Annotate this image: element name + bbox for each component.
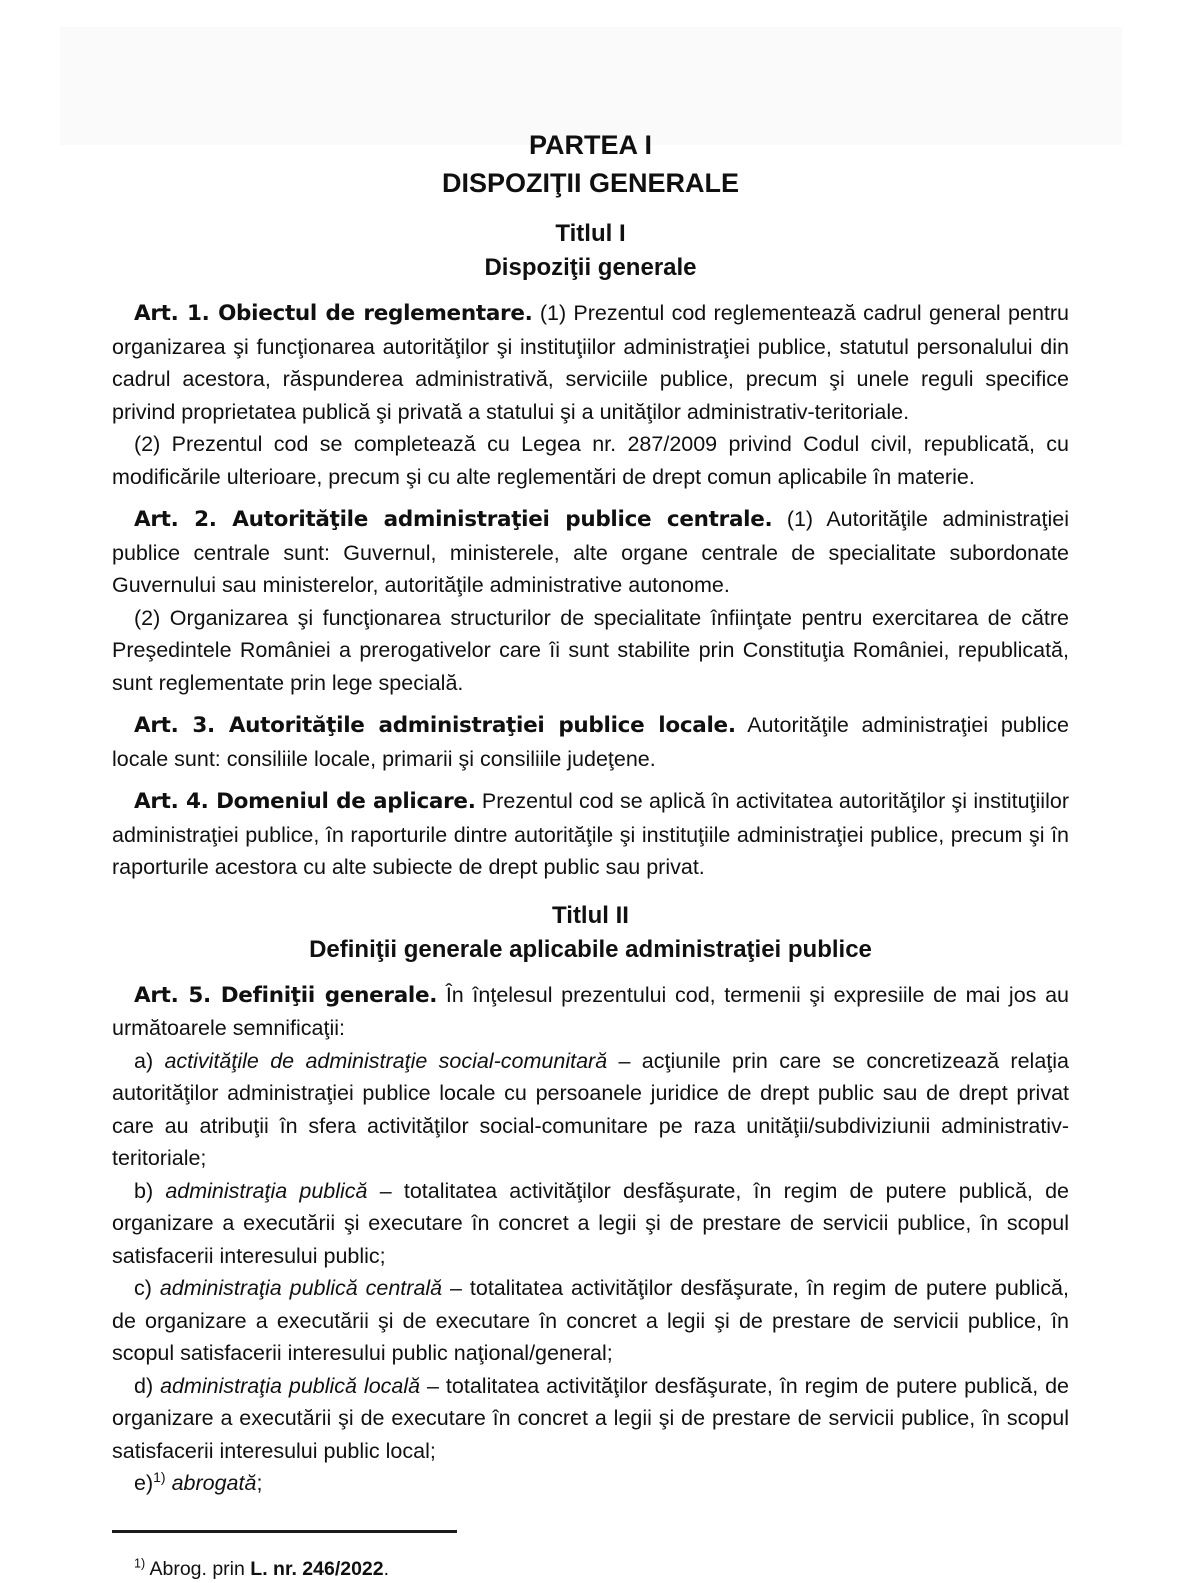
footnote-law: L. nr. 246/2022	[250, 1557, 384, 1580]
article-2-paragraph-2	[112, 602, 1069, 700]
definition-item-a	[112, 1045, 1069, 1175]
part-subheading: DISPOZIŢII GENERALE	[441, 168, 740, 198]
title-1-block	[112, 217, 1069, 285]
footnote-ref: 1)	[134, 1556, 146, 1570]
title-2-name: Definiţii generale aplicabile administraţiei publice	[309, 935, 872, 963]
footnote	[112, 1555, 1069, 1583]
definition-label-c: c)	[134, 1276, 152, 1300]
article-2-paragraph-2-text: (2) Organizarea şi funcţionarea structurilor de specialitate înfiinţate pentru exercitarea de către Preşedintele României a prerogativelor care îi sunt stabilite prin Constituţia României, republicată, sunt reglementate prin lege specială.	[112, 605, 1069, 695]
definition-term-b: administraţia publică	[165, 1178, 368, 1203]
definition-text-b: – totalitatea activităţilor desfăşurate, în regim de putere publică, de organizare a executării şi executare în concret a legii şi de prestare de servicii publice, în scopul satisfacerii interesului public;	[112, 1178, 1069, 1268]
part-heading-block	[112, 126, 1069, 202]
article-4-paragraph-1-text: Prezentul cod se aplică în activitatea autorităţilor şi instituţiilor administraţiei publice, în raporturile dintre autorităţile şi instituţiile administraţiei publice, precum şi în raporturile acestora cu alte subiecte de drept public sau privat.	[112, 789, 1069, 879]
title-1-name: Dispoziţii generale	[484, 254, 697, 281]
article-1-heading: Art. 1. Obiectul de reglementare.	[134, 301, 533, 326]
definition-label-e: e)	[134, 1471, 154, 1495]
article-5-intro-text: În înţelesul prezentului cod, termenii şi expresiile de mai jos au următoarele semnificaţii:	[112, 982, 1069, 1040]
definition-label-d: d)	[134, 1373, 154, 1398]
definition-text-d: – totalitatea activităţilor desfăşurate, în regim de putere publică, de organizare a executării şi de executare în concret a legii şi de prestare de servicii publice, în scopul satisfacerii interesului public local;	[112, 1373, 1070, 1463]
definition-term-c: administraţia publică centrală	[159, 1276, 443, 1300]
article-1-paragraph-2	[112, 428, 1069, 493]
article-2-heading: Art. 2. Autorităţile administraţiei publice centrale.	[134, 507, 773, 532]
article-4-paragraph-1	[112, 785, 1069, 884]
definition-item-e	[112, 1467, 1069, 1500]
article-2-paragraph-1	[112, 503, 1069, 602]
title-2-block	[112, 899, 1069, 967]
title-2-label: Titlul II	[552, 901, 629, 929]
article-5-heading: Art. 5. Definiţii generale.	[134, 982, 438, 1008]
article-1-paragraph-1-text: (1) Prezentul cod reglementează cadrul general pentru organizarea şi funcţionarea autorităţilor şi instituţiilor administraţiei publice, statutul personalului din cadrul acestora, răspunderea administrativă, serviciile publice, precum şi unele reguli specifice privind proprietatea publică şi privată a statului şi a unităţilor administrativ-teritoriale.	[112, 301, 1069, 424]
footnote-suffix: .	[383, 1557, 390, 1580]
definition-term-e: abrogată	[171, 1471, 257, 1495]
document-page	[112, 126, 1069, 1583]
article-1-paragraph-1	[112, 297, 1069, 428]
article-1-paragraph-2-text: (2) Prezentul cod se completează cu Legea nr. 287/2009 privind Codul civil, republicată, cu modificările ulterioare, precum şi cu alte reglementări de drept comun aplicabile în materie.	[112, 432, 1069, 489]
article-3-paragraph-1	[112, 709, 1069, 775]
definition-term-d: administraţia publică locală	[160, 1373, 421, 1398]
article-3-paragraph-1-text: Autorităţile administraţiei publice locale sunt: consiliile locale, primarii şi consiliile judeţene.	[112, 713, 1069, 771]
definition-label-a: a)	[134, 1048, 154, 1073]
definition-label-b: b)	[134, 1178, 154, 1203]
part-heading: PARTEA I	[528, 130, 652, 160]
footnote-text: Abrog. prin	[149, 1557, 245, 1580]
definition-text-a: – acţiunile prin care se concretizează relaţia autorităţilor administraţiei publice locale cu persoanele juridice de drept public sau de drept privat care au atribuţii în sfera activităţilor social-comunitare pe raza unităţii/subdiviziunii administrativ-teritoriale;	[112, 1048, 1069, 1170]
definition-term-a: activităţile de administraţie social-comunitară	[164, 1048, 608, 1073]
article-5-intro	[112, 979, 1069, 1045]
definition-item-c	[112, 1272, 1069, 1370]
article-4-heading: Art. 4. Domeniul de aplicare.	[134, 789, 476, 814]
article-2-paragraph-1-text: (1) Autorităţile administraţiei publice centrale sunt: Guvernul, ministerele, alte organe centrale de specialitate subordonate Guvernului sau ministerelor, autorităţile administrative autonome.	[112, 507, 1069, 597]
definition-text-c: – totalitatea activităţilor desfăşurate, în regim de putere publică, de organizare a executării şi de executare în concret a legii şi de prestare de servicii publice, în scopul satisfacerii interesului public naţional/general;	[112, 1276, 1069, 1365]
article-3-heading: Art. 3. Autorităţile administraţiei publice locale.	[134, 713, 736, 738]
definition-item-d	[112, 1370, 1069, 1468]
footnote-divider	[112, 1530, 457, 1533]
footnote-reference-marker: 1)	[153, 1468, 166, 1485]
title-1-label: Titlul I	[555, 220, 626, 247]
definition-item-b	[112, 1175, 1069, 1273]
definition-suffix-e: ;	[256, 1471, 263, 1495]
